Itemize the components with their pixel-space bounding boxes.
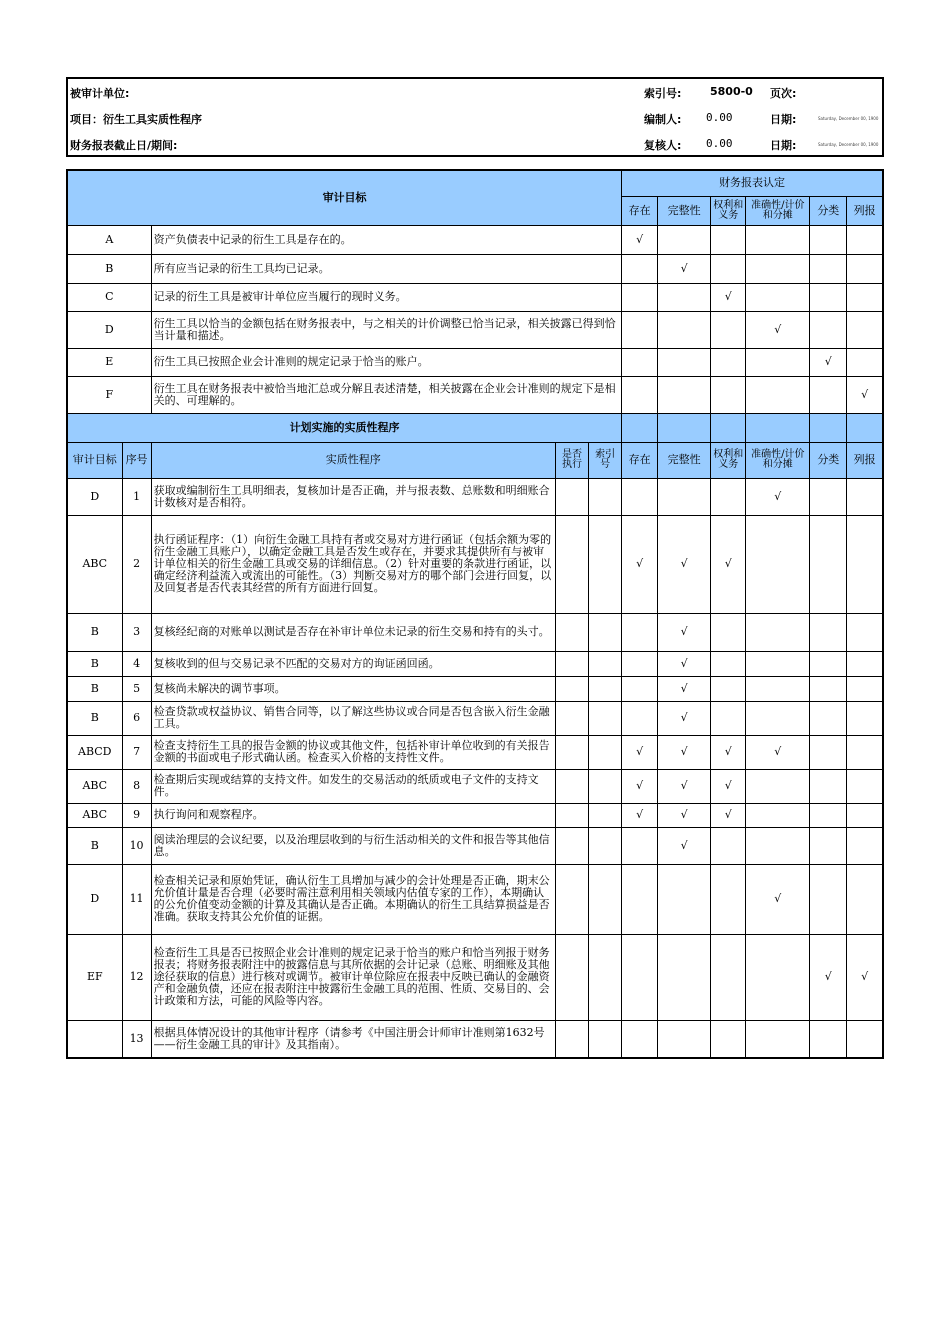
- procedure-objective: [67, 1020, 122, 1058]
- index-cell[interactable]: [589, 676, 622, 701]
- header-row-3: [68, 131, 882, 157]
- objective-row: [67, 311, 883, 348]
- index-cell[interactable]: [589, 864, 622, 934]
- procedure-text: 检查衍生工具是否已按照企业会计准则的规定记录于恰当的账户和恰当列报于财务报表；将财务报表附注中的披露信息与其所依据的会计记录（总账、明细账及其他途径获取的信息）进行核对或调节。被审计单位除应在报表中反映已确认的金融资产和金融负债，还应在报表附注中披露衍生金融工具的范围、性质、交易目的、会计政策和方法，可能的风险等内容。: [151, 934, 555, 1020]
- objective-check: [658, 283, 711, 311]
- preparer-label: 编制人:: [644, 113, 682, 126]
- reviewer-value: 0.00: [706, 137, 733, 150]
- procedure-check: [622, 651, 658, 676]
- procedures-assertion-3: 准确性/计价和分摊: [746, 442, 810, 478]
- objective-text: 衍生工具已按照企业会计准则的规定记录于恰当的账户。: [151, 348, 622, 376]
- col-index-header: 索引号: [589, 442, 622, 478]
- index-cell[interactable]: [589, 735, 622, 769]
- procedure-check: √: [658, 735, 711, 769]
- executed-cell[interactable]: [556, 613, 589, 651]
- procedure-check: [847, 769, 883, 803]
- objective-check: [622, 311, 658, 348]
- document-header: [66, 77, 884, 157]
- procedures-assertion-5: 列报: [847, 442, 883, 478]
- objective-code: B: [67, 254, 151, 283]
- index-cell[interactable]: [589, 651, 622, 676]
- index-cell[interactable]: [589, 478, 622, 515]
- objective-check: [658, 376, 711, 413]
- procedure-check: [847, 651, 883, 676]
- procedure-text: 检查相关记录和原始凭证，确认衍生工具增加与减少的会计处理是否正确，期末公允价值计量是否合理（必要时需注意利用相关领域内估值专家的工作），本期确认的公允价值变动金额的计算及其确认是否正确。本期确认的衍生工具结算损益是否准确。获取支持其公允价值的证据。: [151, 864, 555, 934]
- procedure-check: [810, 676, 847, 701]
- procedure-objective: D: [67, 864, 122, 934]
- executed-cell[interactable]: [556, 515, 589, 613]
- procedure-check: [711, 676, 746, 701]
- procedure-check: [847, 613, 883, 651]
- procedure-check: [810, 803, 847, 827]
- procedure-check: [746, 613, 810, 651]
- procedure-check: [810, 735, 847, 769]
- procedure-row: [67, 613, 883, 651]
- procedure-check: [658, 478, 711, 515]
- index-value: 5800-0: [710, 85, 753, 98]
- objective-text: 资产负债表中记录的衍生工具是存在的。: [151, 225, 622, 254]
- procedure-check: √: [711, 803, 746, 827]
- procedure-seq: 12: [122, 934, 151, 1020]
- index-cell[interactable]: [589, 827, 622, 864]
- procedure-check: [847, 735, 883, 769]
- objectives-assertion-1: 完整性: [658, 196, 711, 225]
- procedure-row: [67, 478, 883, 515]
- procedure-check: [711, 651, 746, 676]
- index-label: 索引号:: [644, 87, 682, 100]
- objective-check: [711, 254, 746, 283]
- objective-check: [746, 283, 810, 311]
- procedure-seq: 13: [122, 1020, 151, 1058]
- procedure-text: 复核尚未解决的调节事项。: [151, 676, 555, 701]
- procedure-check: [622, 1020, 658, 1058]
- procedure-check: √: [658, 827, 711, 864]
- objective-check: [658, 348, 711, 376]
- executed-cell[interactable]: [556, 735, 589, 769]
- date-label-1: 日期:: [770, 113, 797, 126]
- executed-cell[interactable]: [556, 864, 589, 934]
- objective-row: [67, 225, 883, 254]
- procedure-check: [847, 701, 883, 735]
- procedure-check: √: [658, 769, 711, 803]
- objective-check: [847, 283, 883, 311]
- procedure-objective: ABC: [67, 515, 122, 613]
- procedure-check: [622, 613, 658, 651]
- procedures-header-row: [67, 442, 883, 478]
- procedure-text: 执行函证程序：（1）向衍生金融工具持有者或交易对方进行函证（包括余额为零的衍生金融工具账户），以确定金融工具是否发生或存在，并要求其提供所有与被审计单位相关的衍生金融工具或交易的详细信息。（2）针对重要的条款进行函证，以确定经济利益流入或流出的可能性。（3）判断交易对方的哪个部门会进行回复，以及回复者是否代表其经营的所有方面进行回复。: [151, 515, 555, 613]
- procedure-objective: ABC: [67, 803, 122, 827]
- objective-text: 衍生工具在财务报表中被恰当地汇总或分解且表述清楚，相关披露在企业会计准则的规定下是相关的、可理解的。: [151, 376, 622, 413]
- executed-cell[interactable]: [556, 827, 589, 864]
- procedure-text: 复核经纪商的对账单以测试是否存在补审计单位未记录的衍生交易和持有的头寸。: [151, 613, 555, 651]
- procedure-check: [810, 1020, 847, 1058]
- objective-check: [810, 283, 847, 311]
- executed-cell[interactable]: [556, 803, 589, 827]
- procedure-check: [622, 827, 658, 864]
- objective-check: √: [746, 311, 810, 348]
- procedures-title-blank: [746, 413, 810, 442]
- procedure-check: [711, 864, 746, 934]
- reviewer-label: 复核人:: [644, 139, 682, 152]
- procedures-title-blank: [847, 413, 883, 442]
- objective-check: [810, 254, 847, 283]
- procedure-check: [847, 803, 883, 827]
- procedure-seq: 9: [122, 803, 151, 827]
- assertion-group-header: 财务报表认定: [622, 170, 883, 196]
- index-cell[interactable]: [589, 515, 622, 613]
- procedure-text: 根据具体情况设计的其他审计程序（请参考《中国注册会计师审计准则第1632号——衍生金融工具的审计》及其指南）。: [151, 1020, 555, 1058]
- objective-code: A: [67, 225, 151, 254]
- objectives-assertion-3: 准确性/计价和分摊: [746, 196, 810, 225]
- procedure-check: [810, 827, 847, 864]
- procedure-check: √: [711, 769, 746, 803]
- procedure-check: [847, 515, 883, 613]
- procedure-check: √: [658, 676, 711, 701]
- procedures-assertion-4: 分类: [810, 442, 847, 478]
- procedure-objective: ABC: [67, 769, 122, 803]
- procedure-check: √: [711, 515, 746, 613]
- objective-text: 记录的衍生工具是被审计单位应当履行的现时义务。: [151, 283, 622, 311]
- index-cell[interactable]: [589, 701, 622, 735]
- audit-procedure-table: [66, 169, 884, 1059]
- procedures-title-blank: [711, 413, 746, 442]
- procedure-check: √: [847, 934, 883, 1020]
- objective-code: D: [67, 311, 151, 348]
- procedure-check: [658, 934, 711, 1020]
- col-executed-header: 是否执行: [556, 442, 589, 478]
- col-seq-header: 序号: [122, 442, 151, 478]
- procedure-check: √: [746, 864, 810, 934]
- header-row-1: [68, 79, 882, 105]
- objective-row: [67, 376, 883, 413]
- procedure-check: [810, 864, 847, 934]
- procedure-check: √: [658, 515, 711, 613]
- procedure-objective: B: [67, 651, 122, 676]
- procedure-objective: ABCD: [67, 735, 122, 769]
- procedure-seq: 10: [122, 827, 151, 864]
- procedure-check: [622, 676, 658, 701]
- procedure-check: √: [810, 934, 847, 1020]
- objectives-title: 审计目标: [67, 170, 622, 225]
- procedure-seq: 8: [122, 769, 151, 803]
- procedure-row: [67, 701, 883, 735]
- objective-check: [622, 254, 658, 283]
- procedure-check: √: [622, 515, 658, 613]
- procedure-row: [67, 651, 883, 676]
- procedure-check: [810, 651, 847, 676]
- date-value-2: Saturday, December 00, 1900: [818, 142, 879, 147]
- procedure-check: √: [746, 478, 810, 515]
- procedure-check: [711, 934, 746, 1020]
- procedure-objective: D: [67, 478, 122, 515]
- procedures-title-row: [67, 413, 883, 442]
- procedure-check: [847, 478, 883, 515]
- procedure-text: 阅读治理层的会议纪要，以及治理层收到的与衍生活动相关的文件和报告等其他信息。: [151, 827, 555, 864]
- procedure-check: [810, 613, 847, 651]
- objective-check: [711, 376, 746, 413]
- objective-check: [622, 376, 658, 413]
- procedure-check: √: [658, 613, 711, 651]
- procedure-objective: B: [67, 613, 122, 651]
- objective-text: 所有应当记录的衍生工具均已记录。: [151, 254, 622, 283]
- procedure-check: √: [658, 701, 711, 735]
- objective-check: [810, 376, 847, 413]
- objective-check: [622, 348, 658, 376]
- objectives-assertion-0: 存在: [622, 196, 658, 225]
- objective-code: E: [67, 348, 151, 376]
- procedure-check: [810, 769, 847, 803]
- objective-check: [746, 254, 810, 283]
- procedure-row: [67, 827, 883, 864]
- procedure-check: √: [658, 803, 711, 827]
- procedure-check: [746, 701, 810, 735]
- index-cell[interactable]: [589, 1020, 622, 1058]
- procedure-check: [810, 478, 847, 515]
- objective-row: [67, 283, 883, 311]
- procedure-text: 检查期后实现或结算的支持文件。如发生的交易活动的纸质或电子文件的支持文件。: [151, 769, 555, 803]
- executed-cell[interactable]: [556, 651, 589, 676]
- objectives-assertion-2: 权利和义务: [711, 196, 746, 225]
- procedure-row: [67, 1020, 883, 1058]
- procedure-seq: 7: [122, 735, 151, 769]
- procedure-objective: EF: [67, 934, 122, 1020]
- header-row-2: [68, 105, 882, 131]
- objective-check: [711, 225, 746, 254]
- procedures-assertion-1: 完整性: [658, 442, 711, 478]
- col-objective-header: 审计目标: [67, 442, 122, 478]
- procedures-title-blank: [622, 413, 658, 442]
- procedure-check: [847, 827, 883, 864]
- procedure-check: [746, 651, 810, 676]
- procedure-check: [622, 864, 658, 934]
- procedure-check: [622, 701, 658, 735]
- audited-unit-label: 被审计单位:: [70, 87, 130, 100]
- objective-check: [810, 225, 847, 254]
- procedure-seq: 5: [122, 676, 151, 701]
- objective-check: [847, 225, 883, 254]
- procedure-objective: B: [67, 676, 122, 701]
- objective-check: [711, 311, 746, 348]
- procedure-seq: 6: [122, 701, 151, 735]
- preparer-value: 0.00: [706, 111, 733, 124]
- procedure-row: [67, 769, 883, 803]
- procedures-title-blank: [810, 413, 847, 442]
- procedure-check: [847, 676, 883, 701]
- procedure-text: 获取或编制衍生工具明细表，复核加计是否正确，并与报表数、总账数和明细账合计数核对是否相符。: [151, 478, 555, 515]
- procedures-title-blank: [658, 413, 711, 442]
- executed-cell[interactable]: [556, 769, 589, 803]
- procedure-check: [746, 769, 810, 803]
- procedure-check: [711, 1020, 746, 1058]
- procedures-title: 计划实施的实质性程序: [67, 413, 622, 442]
- project-label: 项目：衍生工具实质性程序: [70, 113, 202, 126]
- procedure-check: [622, 478, 658, 515]
- index-cell[interactable]: [589, 934, 622, 1020]
- procedure-check: [746, 934, 810, 1020]
- objectives-assertion-5: 列报: [847, 196, 883, 225]
- procedure-check: [711, 701, 746, 735]
- procedures-assertion-0: 存在: [622, 442, 658, 478]
- objective-check: √: [847, 376, 883, 413]
- procedure-text: 复核收到的但与交易记录不匹配的交易对方的询证函回函。: [151, 651, 555, 676]
- objective-text: 衍生工具以恰当的金额包括在财务报表中，与之相关的计价调整已恰当记录，相关披露已得到恰当计量和描述。: [151, 311, 622, 348]
- objective-check: [711, 348, 746, 376]
- procedure-check: [847, 864, 883, 934]
- procedure-row: [67, 515, 883, 613]
- index-cell[interactable]: [589, 803, 622, 827]
- procedure-check: [847, 1020, 883, 1058]
- procedure-seq: 3: [122, 613, 151, 651]
- objective-row: [67, 254, 883, 283]
- procedure-objective: B: [67, 827, 122, 864]
- procedure-check: √: [622, 803, 658, 827]
- objective-code: C: [67, 283, 151, 311]
- procedure-check: [746, 515, 810, 613]
- procedure-row: [67, 934, 883, 1020]
- objective-check: [810, 311, 847, 348]
- objective-check: √: [658, 254, 711, 283]
- procedure-row: [67, 676, 883, 701]
- executed-cell[interactable]: [556, 676, 589, 701]
- procedure-check: √: [622, 735, 658, 769]
- index-cell[interactable]: [589, 769, 622, 803]
- objectives-assertion-4: 分类: [810, 196, 847, 225]
- procedure-row: [67, 735, 883, 769]
- objective-row: [67, 348, 883, 376]
- page-label: 页次:: [770, 87, 797, 100]
- objective-check: [746, 225, 810, 254]
- index-cell[interactable]: [589, 613, 622, 651]
- executed-cell[interactable]: [556, 1020, 589, 1058]
- objective-code: F: [67, 376, 151, 413]
- procedure-check: √: [658, 651, 711, 676]
- procedure-check: [711, 478, 746, 515]
- executed-cell[interactable]: [556, 934, 589, 1020]
- objective-check: √: [622, 225, 658, 254]
- procedure-seq: 1: [122, 478, 151, 515]
- procedure-check: [711, 827, 746, 864]
- objective-check: [847, 348, 883, 376]
- procedure-check: √: [622, 769, 658, 803]
- objective-check: [847, 311, 883, 348]
- procedure-check: [746, 676, 810, 701]
- col-procedure-header: 实质性程序: [151, 442, 555, 478]
- procedure-check: √: [711, 735, 746, 769]
- procedure-check: [622, 934, 658, 1020]
- date-value-1: Saturday, December 00, 1900: [818, 116, 879, 121]
- procedure-check: [658, 864, 711, 934]
- objective-check: [622, 283, 658, 311]
- executed-cell[interactable]: [556, 701, 589, 735]
- objective-check: [658, 225, 711, 254]
- procedure-text: 检查支持衍生工具的报告金额的协议或其他文件，包括补审计单位收到的有关报告金额的书面或电子形式确认函。检查买入价格的支持性文件。: [151, 735, 555, 769]
- procedure-row: [67, 864, 883, 934]
- procedure-check: [810, 701, 847, 735]
- procedure-check: √: [746, 735, 810, 769]
- procedure-seq: 2: [122, 515, 151, 613]
- objective-check: [746, 348, 810, 376]
- procedure-text: 检查贷款或权益协议、销售合同等，以了解这些协议或合同是否包含嵌入衍生金融工具。: [151, 701, 555, 735]
- procedure-check: [746, 1020, 810, 1058]
- procedure-check: [658, 1020, 711, 1058]
- executed-cell[interactable]: [556, 478, 589, 515]
- procedure-seq: 11: [122, 864, 151, 934]
- procedure-objective: B: [67, 701, 122, 735]
- procedures-assertion-2: 权利和义务: [711, 442, 746, 478]
- procedure-seq: 4: [122, 651, 151, 676]
- objective-check: [658, 311, 711, 348]
- objective-check: [847, 254, 883, 283]
- procedure-check: [746, 803, 810, 827]
- procedure-row: [67, 803, 883, 827]
- procedure-check: [810, 515, 847, 613]
- period-label: 财务报表截止日/期间:: [70, 139, 178, 152]
- procedure-check: [711, 613, 746, 651]
- objective-check: √: [810, 348, 847, 376]
- procedure-check: [746, 827, 810, 864]
- date-label-2: 日期:: [770, 139, 797, 152]
- procedure-text: 执行询问和观察程序。: [151, 803, 555, 827]
- objective-check: [746, 376, 810, 413]
- objective-check: √: [711, 283, 746, 311]
